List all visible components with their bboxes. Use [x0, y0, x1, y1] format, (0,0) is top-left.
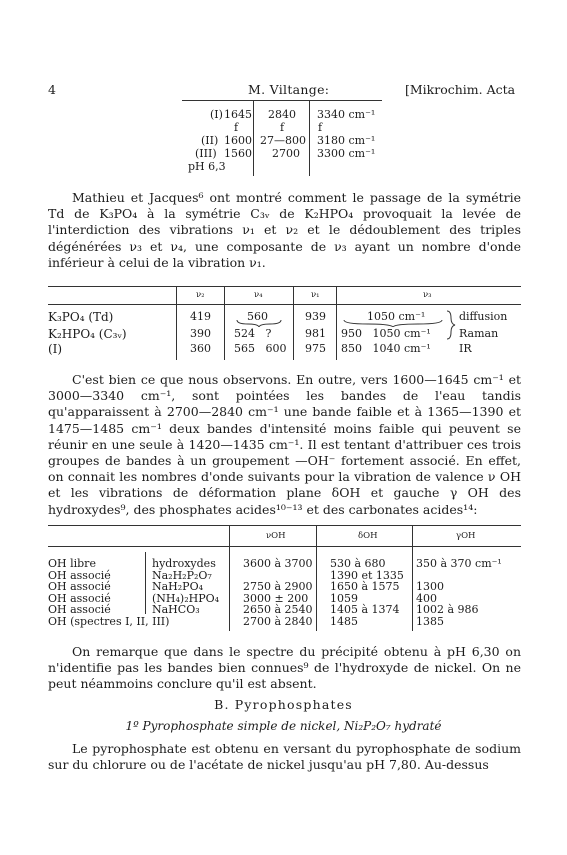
table-3-cell-compound: (NH₄)₂HPO₄	[152, 591, 220, 605]
table-1-top-rule	[182, 100, 382, 101]
table-1-divider	[253, 100, 254, 176]
table-3-header: νOH	[266, 531, 286, 541]
table-3-top-rule	[48, 525, 521, 526]
table-1-cell: 3180 cm⁻¹	[317, 134, 376, 147]
paragraph-preparation	[48, 741, 521, 773]
table-3-cell-gamma: 350 à 370 cm⁻¹	[416, 557, 502, 570]
running-author: M. Viltange:	[248, 82, 330, 97]
table-2-note: diffusion	[459, 310, 508, 323]
table-3-cell-gamma: 1300	[416, 580, 444, 594]
table-3-cell-group: OH associé	[48, 591, 111, 605]
table-2-row-label: K₃PO₄ (Td)	[48, 310, 114, 324]
table-3-cell-group: OH associé	[48, 603, 111, 617]
table-1-cell: 1600	[224, 134, 252, 147]
paragraph-remark	[48, 644, 521, 693]
table-2-header-rule	[48, 304, 521, 305]
table-3-header: δOH	[358, 531, 378, 541]
table-1-cell: 27—800	[260, 134, 306, 147]
table-2-cell: 981	[305, 327, 326, 340]
table-3-cell-delta: 1059	[330, 591, 358, 605]
brace-icon	[343, 319, 443, 327]
paragraph-text: Le pyrophosphate est obtenu en versant du pyrophosphate de sodium sur du chlorure ou de l'acétate de nickel jusqu'au pH 7,80. Au-dessus	[48, 741, 521, 773]
table-3-cell-gamma: 1002 à 986	[416, 603, 479, 617]
table-3-divider	[145, 552, 146, 614]
table-2-divider	[224, 286, 225, 360]
table-3-cell-delta: 1650 à 1575	[330, 580, 400, 594]
brace-icon	[236, 319, 282, 327]
table-1-cell: 3300 cm⁻¹	[317, 147, 376, 160]
table-1-row-label: (I)	[210, 108, 223, 121]
table-2-note: Raman	[459, 327, 499, 340]
table-3-cell-nu: 3000 ± 200	[243, 591, 309, 605]
table-2-divider	[293, 286, 294, 360]
table-1-cell: f	[234, 121, 239, 134]
table-3-cell-group: OH associé	[48, 568, 111, 582]
table-3-header: γOH	[456, 531, 476, 541]
table-2-divider	[336, 286, 337, 360]
table-1-row-label: (II)	[201, 134, 219, 147]
section-title: B. Pyrophosphates	[214, 697, 353, 712]
paragraph-observations	[48, 372, 521, 518]
table-3-cell-delta: 1485	[330, 615, 358, 628]
table-1-cell: 2840	[268, 108, 296, 121]
table-3-cell-nu: 2650 à 2540	[243, 603, 313, 617]
table-3-cell-compound: hydroxydes	[152, 557, 216, 570]
table-1-cell: f	[318, 121, 323, 134]
table-3-cell-gamma: 400	[416, 591, 437, 605]
subsection-title: 1º Pyrophosphate simple de nickel, Ni₂P₂O₇ hydraté	[125, 719, 442, 733]
table-3-cell-gamma: 1385	[416, 615, 444, 628]
table-2-header: ν₂	[196, 290, 205, 300]
table-2-cell: 565 600	[234, 342, 287, 355]
table-2-note: IR	[459, 342, 472, 355]
running-journal: [Mikrochim. Acta	[405, 82, 516, 97]
table-3-cell-delta: 1405 à 1374	[330, 603, 400, 617]
table-2-cell: 850 1040 cm⁻¹	[341, 342, 431, 355]
table-3-divider	[412, 525, 413, 631]
table-2-cell: 939	[305, 310, 326, 323]
table-2-cell: 1050 cm⁻¹	[367, 310, 426, 323]
table-2-row-label: (I)	[48, 342, 63, 356]
table-3-cell-compound: NaHCO₃	[152, 603, 200, 617]
paragraph-text: Mathieu et Jacques⁶ ont montré comment le passage de la symétrie Td de K₃PO₄ à la symétrie C₃ᵥ de K₂HPO₄ provoquait la levée de l'interdiction des vibrations ν₁ et ν₂ et le dédoublement des triples dégénérées ν₃ et ν₄, une composante de ν₃ ayant un nombre d'onde inférieur à celui de la vibration ν₁.	[48, 190, 521, 270]
table-2-cell: 975	[305, 342, 326, 355]
table-1-row-label: (III)	[195, 147, 217, 160]
table-3-cell-delta: 1390 et 1335	[330, 568, 404, 582]
table-2-header: ν₃	[423, 290, 432, 300]
table-3-cell-compound: Na₂H₂P₂O₇	[152, 568, 212, 582]
table-1-cell: 1560	[224, 147, 252, 160]
table-1-row-label: pH 6,3	[188, 160, 226, 173]
table-3-cell-group: OH (spectres I, II, III)	[48, 615, 170, 628]
paragraph-text: On remarque que dans le spectre du précipité obtenu à pH 6,30 on n'identifie pas les bandes bien connues⁹ de l'hydroxyde de nickel. On ne peut néammoins conclure qu'il est absent.	[48, 644, 521, 692]
table-2-top-rule	[48, 286, 521, 287]
table-3-cell-delta: 530 à 680	[330, 557, 386, 570]
table-2-cell: 419	[190, 310, 211, 323]
table-1-cell: 1645	[224, 108, 252, 121]
table-2-cell: 390	[190, 327, 211, 340]
table-2-header: ν₄	[254, 290, 263, 300]
table-2-row-label: K₂HPO₄ (C₃ᵥ)	[48, 327, 127, 341]
paragraph-symmetry	[48, 190, 521, 271]
brace-icon	[446, 310, 456, 340]
table-2-cell: 360	[190, 342, 211, 355]
table-3-cell-nu: 2700 à 2840	[243, 615, 313, 628]
table-2-cell: 950 1050 cm⁻¹	[341, 327, 431, 340]
table-3-header-rule	[48, 546, 521, 547]
table-1-divider	[309, 100, 310, 176]
table-2-cell: 524 ?	[234, 327, 272, 340]
table-1-cell: 3340 cm⁻¹	[317, 108, 376, 121]
page-number: 4	[48, 82, 56, 97]
paragraph-text: C'est bien ce que nous observons. En outre, vers 1600—1645 cm⁻¹ et 3000—3340 cm⁻¹, sont pointées les bandes de l'eau tandis qu'apparaissent à 2700—2840 cm⁻¹ une bande faible et à 1365—1390 et 1475—1485 cm⁻¹ deux bandes d'intensité moins faible qui peuvent se réunir en une seule à 1420—1435 cm⁻¹. Il est tentant d'attribuer ces trois groupes de bandes à un groupement —OH⁻ fortement associé. En effet, on connait les nombres d'onde suivants pour la vibration de valence ν OH et les vibrations de déformation plane δOH et gauche γ OH des hydroxydes⁹, des phosphates acides¹⁰⁻¹³ et des carbonates acides¹⁴:	[48, 372, 521, 517]
table-3-cell-group: OH associé	[48, 580, 111, 594]
table-1-cell: 2700	[272, 147, 300, 160]
table-3-cell-nu: 2750 à 2900	[243, 580, 313, 594]
table-3-cell-compound: NaH₂PO₄	[152, 580, 204, 594]
table-2-cell: 560	[247, 310, 268, 323]
table-3-cell-nu: 3600 à 3700	[243, 557, 313, 570]
table-1-cell: f	[280, 121, 285, 134]
table-2-header: ν₁	[311, 290, 320, 300]
table-3-cell-group: OH libre	[48, 557, 96, 570]
table-3-divider	[229, 525, 230, 631]
table-2-divider	[176, 286, 177, 360]
table-3-divider	[316, 525, 317, 631]
